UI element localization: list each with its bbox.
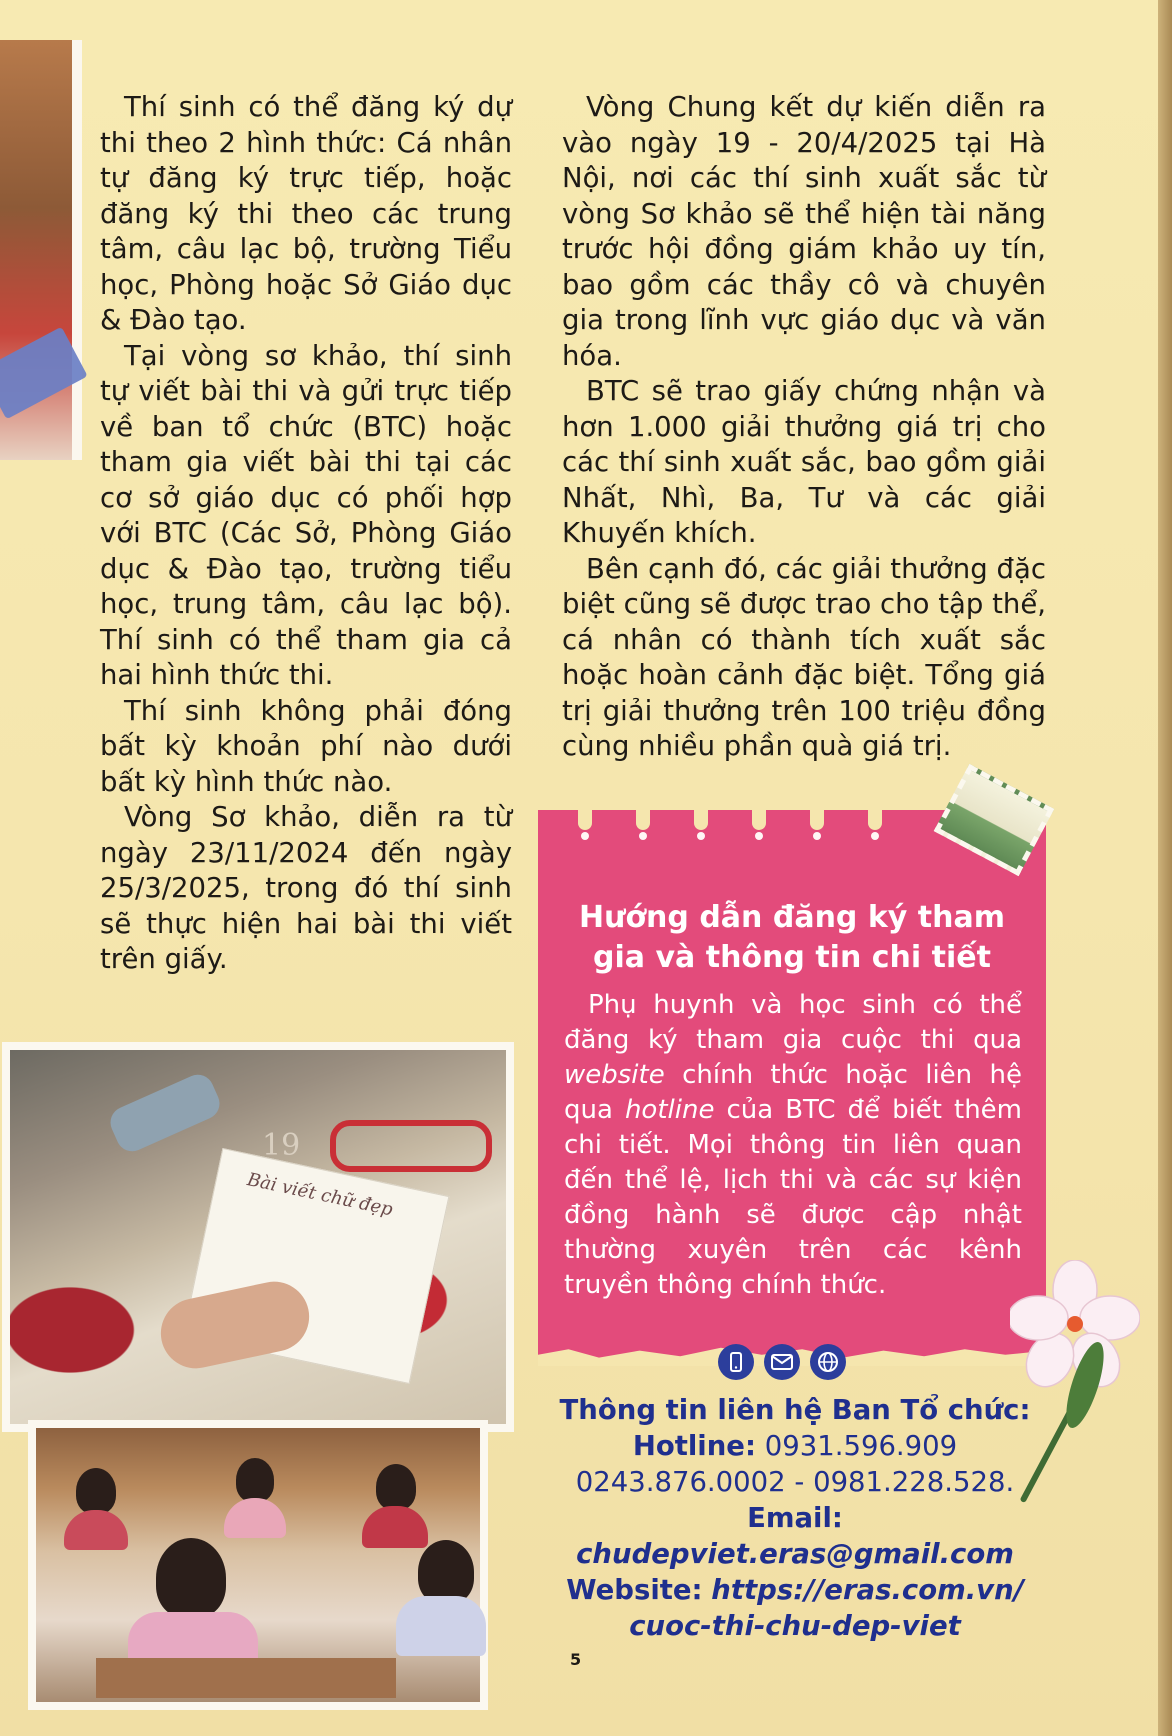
right-column [562,90,1046,765]
student-shirt [64,1510,128,1550]
phone-icon [718,1344,754,1380]
binder-hole [636,804,650,830]
guide-body-text: của BTC để biết thêm chi tiết. Mọi thông tin liên quan đến thể lệ, lịch thi và các sự kiện đồng hành sẽ được cập nhật thường xuyên trên các kênh truyền thông chính thức. [564,1095,1022,1300]
left-paragraph-3: Thí sinh không phải đóng bất kỳ khoản phí nào dưới bất kỳ hình thức nào. [100,694,512,798]
student-shirt [224,1498,286,1538]
desk-tray [330,1120,492,1172]
hotline-label: Hotline: [632,1430,756,1462]
contact-email [528,1500,1062,1572]
contact-hotline [528,1428,1062,1464]
right-paragraph-3: Bên cạnh đó, các giải thưởng đặc biệt cũng sẽ được trao cho tập thể, cá nhân có thành tích xuất sắc hoặc hoàn cảnh đặc biệt. Tổng giá trị giải thưởng trên 100 triệu đồng cùng nhiều phần quà giá trị. [562,552,1046,762]
student-head [418,1540,474,1604]
student-head [376,1464,416,1510]
student-head [156,1538,226,1618]
binder-hole [810,804,824,830]
mail-icon [764,1344,800,1380]
flower-decoration [1010,1260,1140,1390]
guide-body-website: website [564,1060,665,1090]
guide-title: Hướng dẫn đăng ký tham gia và thông tin chi tiết [578,900,1006,975]
desk-number: 19 [262,1128,301,1163]
binder-hole [694,804,708,830]
guide-body-hotline: hotline [624,1095,715,1125]
student-head [236,1458,274,1502]
page-number: 5 [570,1650,582,1669]
right-paragraph-1: Vòng Chung kết dự kiến diễn ra vào ngày 19 - 20/4/2025 tại Hà Nội, nơi các thí sinh xuất sắc từ vòng Sơ khảo sẽ thể hiện tài năng trước hội đồng giám khảo uy tín, bao gồm các thầy cô và chuyên gia trong lĩnh vực giáo dục và văn hóa. [562,91,1046,372]
left-column [100,90,512,978]
photo-child-writing [2,1042,514,1432]
left-paragraph-2: Tại vòng sơ khảo, thí sinh tự viết bài thi và gửi trực tiếp về ban tổ chức (BTC) hoặc tham gia viết bài thi tại các cơ sở giáo dục có phối hợp với BTC (Các Sở, Phòng Giáo dục & Đào tạo, trường tiểu học, trung tâm, câu lạc bộ). Thí sinh có thể tham gia cả hai hình thức thi. [100,339,512,691]
sheet-title: Bài viết chữ đẹp [245,1169,395,1221]
child-hand [154,1275,315,1375]
binder-hole [752,804,766,830]
contact-website [528,1572,1062,1608]
page-edge [1158,0,1172,1736]
guide-box [538,810,1046,1365]
guide-body-text: Phụ huynh và học sinh có thể đăng ký tham gia cuộc thi qua [564,990,1022,1055]
email-label: Email: [747,1502,843,1534]
hotline-number[interactable]: 0931.596.909 [764,1430,958,1462]
email-link[interactable]: chudepviet.eras@gmail.com [576,1538,1014,1570]
left-paragraph-1: Thí sinh có thể đăng ký dự thi theo 2 hình thức: Cá nhân tự đăng ký trực tiếp, hoặc đăng ký thi theo các trung tâm, câu lạc bộ, trường Tiểu học, Phòng hoặc Sở Giáo dục & Đào tạo. [100,91,512,336]
student-head [76,1468,116,1514]
website-link-continued[interactable]: cuoc-thi-chu-dep-viet [629,1610,961,1642]
left-paragraph-4: Vòng Sơ khảo, diễn ra từ ngày 23/11/2024 đến ngày 25/3/2025, trong đó thí sinh sẽ thực hiện hai bài thi viết trên giấy. [100,801,512,975]
contact-icons [718,1344,846,1380]
student-shirt [362,1506,428,1548]
contact-heading: Thông tin liên hệ Ban Tổ chức: [559,1394,1031,1426]
website-label: Website: [566,1574,703,1606]
guide-body [564,988,1022,1303]
photo-classroom [28,1420,488,1710]
website-link[interactable]: https://eras.com.vn/ [711,1574,1024,1606]
classroom-desk [96,1658,396,1698]
student-shirt [396,1596,486,1656]
contact-hotline-2[interactable]: 0243.876.0002 - 0981.228.528. [575,1466,1015,1498]
guide-body-text: chính thức hoặc liên hệ qua [564,1060,1022,1125]
binder-hole [868,804,882,830]
pencil-case [105,1070,224,1157]
globe-icon [810,1344,846,1380]
contact-info [528,1392,1062,1644]
binder-hole [578,804,592,830]
right-paragraph-2: BTC sẽ trao giấy chứng nhận và hơn 1.000 giải thưởng giá trị cho các thí sinh xuất sắc, bao gồm giải Nhất, Nhì, Ba, Tư và các giải Khuyến khích. [562,375,1046,549]
